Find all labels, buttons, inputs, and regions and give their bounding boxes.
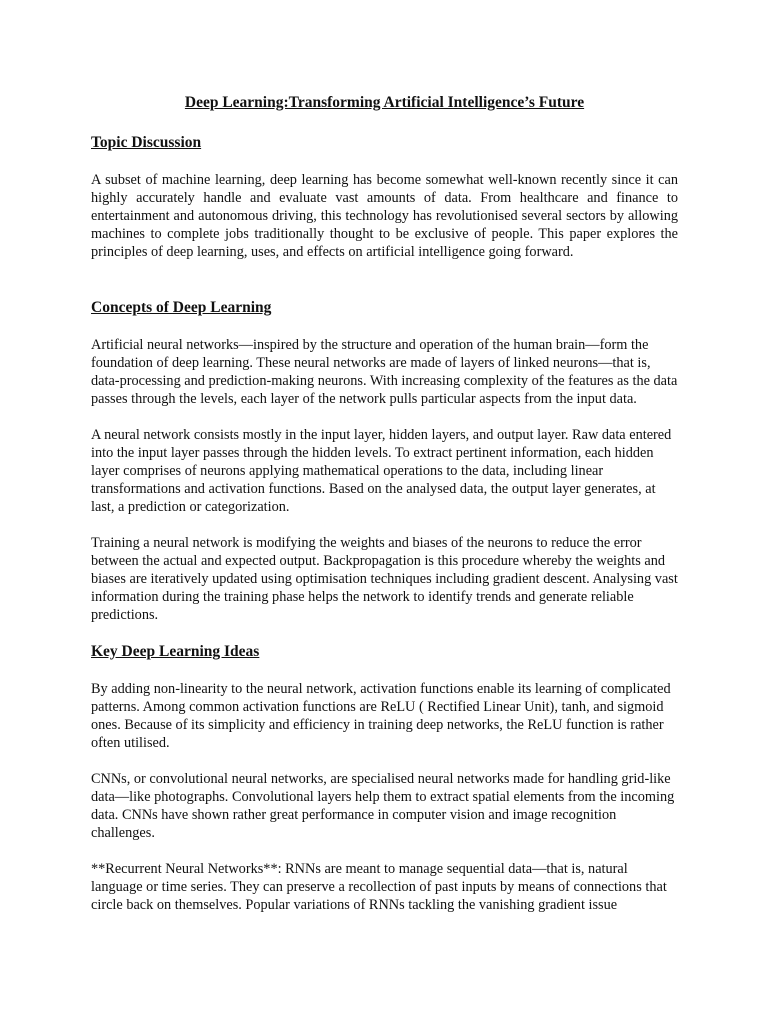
section-topic-discussion bbox=[91, 133, 678, 261]
paragraph: **Recurrent Neural Networks**: RNNs are meant to manage sequential data—that is, natural language or time series. They can preserve a recollection of past inputs by means of connections that circle back on themselves. Popular variations of RNNs tackling the vanishing gradient issue bbox=[91, 861, 667, 913]
paragraph: Artificial neural networks—inspired by the structure and operation of the human brain—form the foundation of deep learning. These neural networks are made of layers of linked neurons—that is, data-processing and prediction-making neurons. With increasing complexity of the features as the data passes through the levels, each layer of the network pulls particular aspects from the input data. bbox=[91, 337, 678, 407]
section-key-ideas bbox=[91, 642, 678, 914]
paragraph: By adding non-linearity to the neural network, activation functions enable its learning of complicated patterns. Among common activation functions are ReLU ( Rectified Linear Unit), tanh, and sigmoid ones. Because of its simplicity and efficiency in training deep networks, the ReLU function is rather often utilised. bbox=[91, 681, 671, 751]
paragraph: A neural network consists mostly in the input layer, hidden layers, and output layer. Raw data entered into the input layer passes through the hidden levels. To extract pertinent information, each hidden layer comprises of neurons applying mathematical operations to the data, including linear transformations and activation functions. Based on the analysed data, the output layer generates, at last, a prediction or categorization. bbox=[91, 427, 672, 515]
paragraph: Training a neural network is modifying the weights and biases of the neurons to reduce the error between the actual and expected output. Backpropagation is this procedure whereby the weights and biases are iteratively updated using optimisation techniques including gradient descent. Analysing vast information during the training phase helps the network to identify trends and generate reliable predictions. bbox=[91, 535, 678, 623]
section-concepts bbox=[91, 298, 678, 624]
section-heading: Topic Discussion bbox=[91, 134, 202, 151]
section-heading: Concepts of Deep Learning bbox=[91, 299, 272, 316]
paragraph: CNNs, or convolutional neural networks, are specialised neural networks made for handling grid-like data—like photographs. Convolutional layers help them to extract spatial elements from the incoming data. CNNs have shown rather great performance in computer vision and image recognition challenges. bbox=[91, 771, 675, 841]
document-title: Deep Learning:Transforming Artificial Intelligence’s Future bbox=[184, 94, 585, 111]
paragraph: A subset of machine learning, deep learning has become somewhat well-known recently since it can highly accurately handle and evaluate vast amounts of data. From healthcare and finance to entertainment and autonomous driving, this technology has revolutionised several sectors by allowing machines to complete jobs traditionally thought to be exclusive of people. This paper explores the principles of deep learning, uses, and effects on artificial intelligence going forward. bbox=[91, 172, 678, 260]
document-page bbox=[91, 93, 678, 914]
section-heading: Key Deep Learning Ideas bbox=[91, 643, 260, 660]
